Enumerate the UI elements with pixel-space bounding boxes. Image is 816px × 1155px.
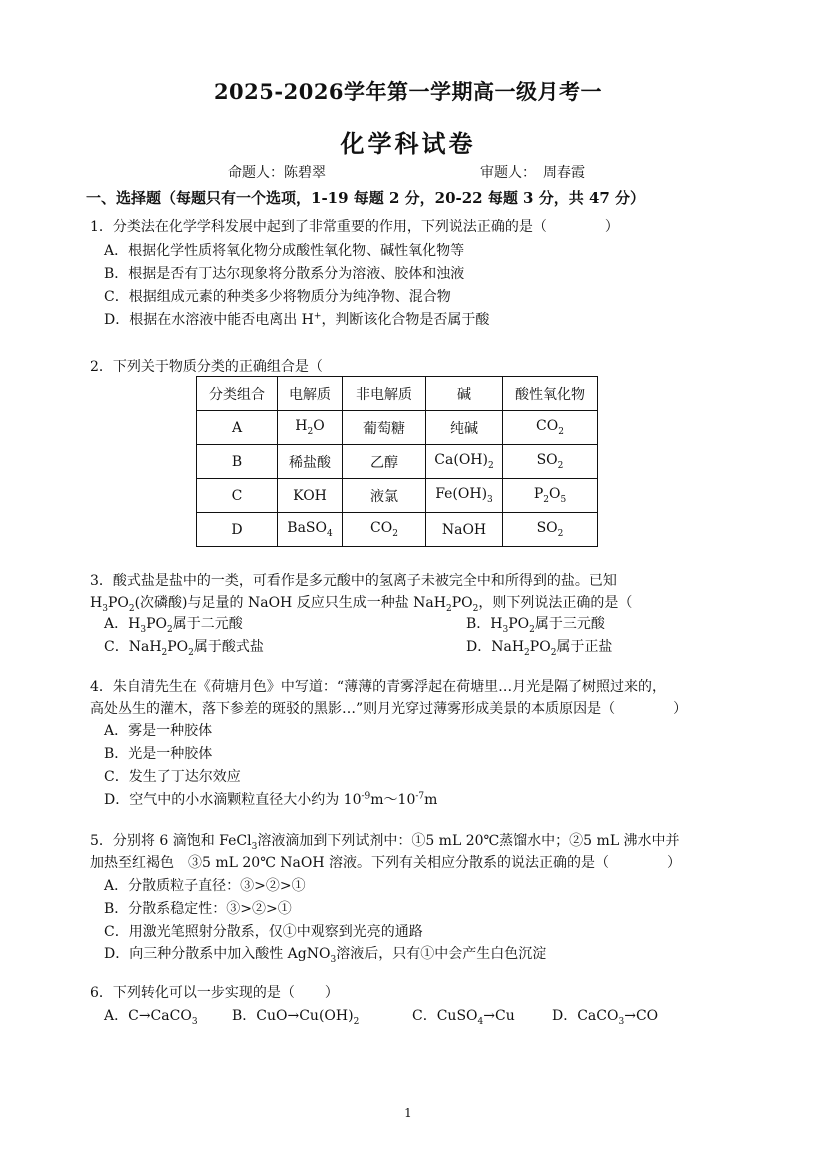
question-1-option-c: C．根据组成元素的种类多少将物质分为纯净物、混合物 xyxy=(104,289,451,305)
question-4-option-d: D．空气中的小水滴颗粒直径大小约为 $10^{-9}m\sim 10^{-7}m$ xyxy=(104,791,438,808)
table-cell: NaOH xyxy=(426,513,503,547)
table-cell: $SO_2$ xyxy=(503,445,598,479)
table-header: 电解质 xyxy=(278,377,343,411)
exam-title: 2025-2026学年第一学期高一级月考一 xyxy=(213,79,603,104)
question-6-option-c: C．CuSO$_4$→Cu xyxy=(412,1008,515,1027)
table-row xyxy=(197,479,598,513)
question-5-option-a: A．分散质粒子直径：③>②>① xyxy=(104,878,306,894)
table-cell: $CO_2$ xyxy=(503,411,598,445)
question-3-line-2: $H_3PO_2$(次磷酸)与足量的 NaOH 反应只生成一种盐 $NaH_2PO_2$，则下列说法正确的是（ xyxy=(90,595,633,614)
subject-title: 化学科试卷 xyxy=(340,129,476,158)
question-4-option-a: A．雾是一种胶体 xyxy=(104,723,213,739)
question-6-option-a: A．C→CaCO$_3$ xyxy=(104,1008,198,1027)
question-4-option-b: B．光是一种胶体 xyxy=(104,746,213,762)
table-header: 非电解质 xyxy=(343,377,426,411)
question-1-option-a: A．根据化学性质将氧化物分成酸性氧化物、碱性氧化物等 xyxy=(104,243,465,259)
question-3-option-b: B．$H_3PO_2$属于三元酸 xyxy=(466,616,605,635)
question-4-option-c: C．发生了丁达尔效应 xyxy=(104,769,241,785)
table-cell: 纯碱 xyxy=(426,411,503,445)
question-6-option-b: B．$CuO\to Cu(OH)_2$ xyxy=(232,1008,360,1027)
table-row xyxy=(197,513,598,547)
table-cell: A xyxy=(197,411,278,445)
table-cell: 液氯 xyxy=(343,479,426,513)
question-4-line-2: 高处丛生的灌木，落下参差的斑驳的黑影…”则月光穿过薄雾形成美景的本质原因是（ ） xyxy=(90,701,688,717)
question-5-option-d: D．向三种分散系中加入酸性 AgNO$_3$溶液后，只有①中会产生白色沉淀 xyxy=(104,946,547,965)
question-6-stem: 6．下列转化可以一步实现的是（ ） xyxy=(90,985,339,1001)
page-number: 1 xyxy=(404,1106,412,1120)
question-1-option-b: B．根据是否有丁达尔现象将分散系分为溶液、胶体和浊液 xyxy=(104,266,465,282)
table-cell: 乙醇 xyxy=(343,445,426,479)
question-1-option-d: D．根据在水溶液中能否电离出 H+，判断该化合物是否属于酸 xyxy=(104,311,490,328)
table-cell: $Fe(OH)_3$ xyxy=(426,479,503,513)
table-cell: 葡萄糖 xyxy=(343,411,426,445)
table-cell: $P_2O_5$ xyxy=(503,479,598,513)
table-cell: 稀盐酸 xyxy=(278,445,343,479)
table-cell: $H_2O$ xyxy=(278,411,343,445)
table-cell: $Ca(OH)_2$ xyxy=(426,445,503,479)
table-header: 酸性氧化物 xyxy=(503,377,598,411)
question-3-option-c: C．$NaH_2PO_2$属于酸式盐 xyxy=(104,639,264,658)
authors-line xyxy=(228,162,648,182)
question-5-line-1: 5．分别将 6 滴饱和 FeCl$_3$溶液滴加到下列试剂中：①5 mL 20℃蒸馏水中；②5 mL 沸水中并 xyxy=(90,833,680,852)
section-heading: 一、选择题（每题只有一个选项，1-19 每题 2 分，20-22 每题 3 分，共 47 分） xyxy=(86,189,646,207)
question-3-line-1: 3．酸式盐是盐中的一类，可看作是多元酸中的氢离子未被完全中和所得到的盐。已知 xyxy=(90,573,617,589)
table-header: 分类组合 xyxy=(197,377,278,411)
table-row xyxy=(197,445,598,479)
classification-table xyxy=(196,376,598,547)
question-5-option-c: C．用激光笔照射分散系，仅①中观察到光亮的通路 xyxy=(104,924,423,940)
question-5-option-b: B．分散系稳定性：③>②>① xyxy=(104,901,292,917)
question-3-option-a: A．$H_3PO_2$属于二元酸 xyxy=(104,616,243,635)
question-2-stem: 2．下列关于物质分类的正确组合是（ xyxy=(90,359,323,375)
table-cell: $CO_2$ xyxy=(343,513,426,547)
table-row xyxy=(197,411,598,445)
table-cell: KOH xyxy=(278,479,343,513)
table-header-row xyxy=(197,377,598,411)
table-cell: B xyxy=(197,445,278,479)
table-header: 碱 xyxy=(426,377,503,411)
question-1-stem: 1．分类法在化学学科发展中起到了非常重要的作用，下列说法正确的是（ ） xyxy=(90,219,619,235)
table-cell: C xyxy=(197,479,278,513)
question-6-option-d: D．CaCO$_3$→CO xyxy=(552,1008,659,1027)
reviewer: 审题人： 周春霞 xyxy=(480,165,585,181)
question-5-line-2: 加热至红褐色 ③5 mL 20℃ NaOH 溶液。下列有关相应分散系的说法正确的是（ ） xyxy=(90,855,682,871)
question-4-line-1: 4．朱自清先生在《荷塘月色》中写道：“薄薄的青雾浮起在荷塘里…月光是隔了树照过来的， xyxy=(90,679,667,695)
table-cell: BaSO$_4$ xyxy=(278,513,343,547)
table-cell: D xyxy=(197,513,278,547)
author: 命题人：陈碧翠 xyxy=(228,165,326,181)
table-cell: $SO_2$ xyxy=(503,513,598,547)
question-3-option-d: D．$NaH_2PO_2$属于正盐 xyxy=(466,639,613,658)
